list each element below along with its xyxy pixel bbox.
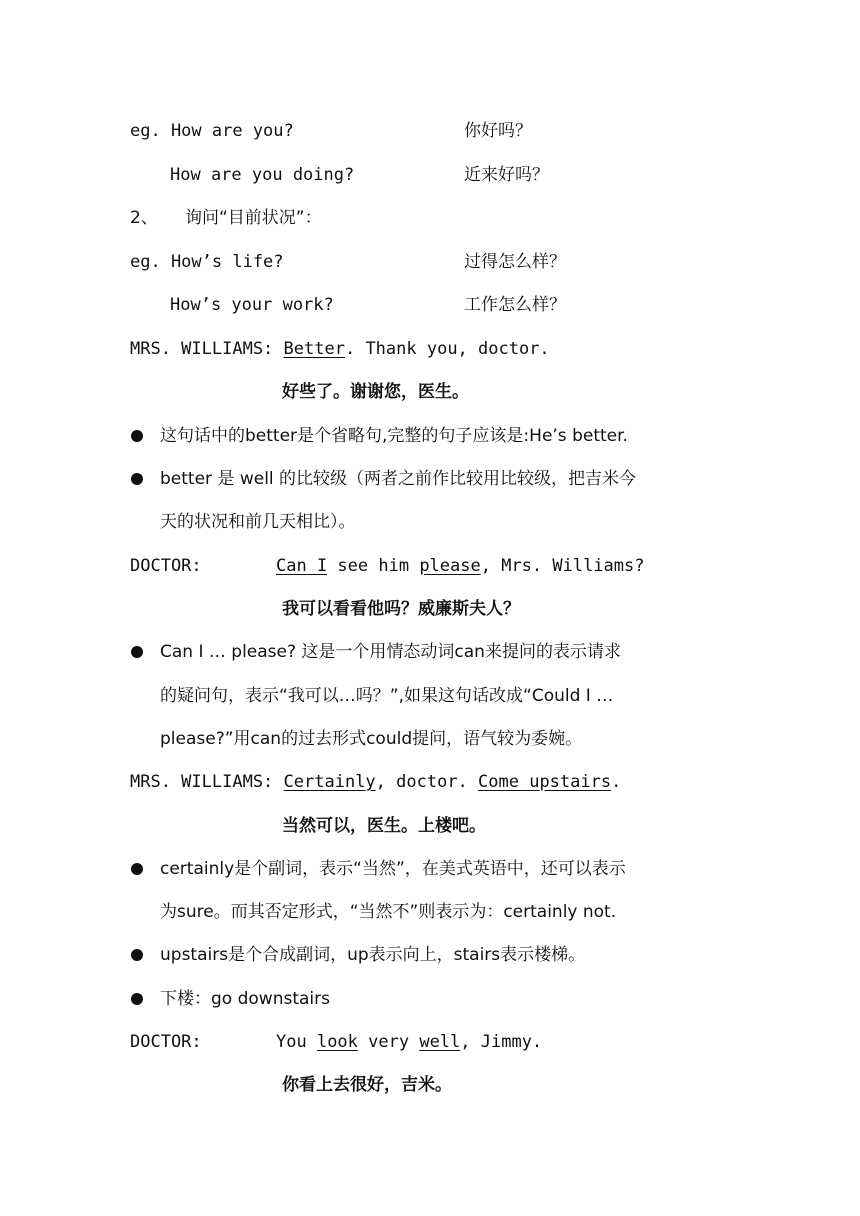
key-word: Can I: [276, 556, 328, 576]
bullet-icon: [131, 863, 143, 875]
note-text: certainly是个副词，表示“当然”，在美式英语中，还可以表示: [160, 859, 626, 879]
speaker-name: DOCTOR:: [130, 1032, 202, 1052]
section-title: 询问“目前状况”：: [185, 208, 322, 228]
note-text: 为sure。而其否定形式，“当然不”则表示为：certainly not.: [160, 902, 617, 922]
key-word: Better: [283, 339, 345, 359]
dialogue-text: , Mrs. Williams?: [480, 556, 645, 576]
dialogue-line: [130, 771, 621, 793]
bullet-icon: [131, 993, 143, 1005]
section-number: 2、: [130, 208, 158, 228]
note-text: 这句话中的better是个省略句,完整的句子应该是:He’s better.: [160, 426, 628, 446]
dialogue-text: . Thank you, doctor.: [344, 339, 550, 359]
bullet-icon: [131, 430, 143, 442]
dialogue-text: , Jimmy.: [460, 1032, 543, 1052]
key-word: well: [419, 1032, 461, 1052]
dialogue-text: see him: [327, 556, 420, 576]
key-word: Come upstairs: [478, 772, 612, 792]
translation: 当然可以，医生。上楼吧。: [282, 816, 486, 836]
note-text: better 是 well 的比较级（两者之前作比较用比较级，把吉米今: [160, 469, 637, 489]
note-text: 的疑问句，表示“我可以…吗？”,如果这句话改成“Could I …: [160, 686, 614, 706]
example-zh: 你好吗？: [464, 121, 532, 141]
dialogue-text: , doctor.: [375, 772, 479, 792]
speaker-name: MRS. WILLIAMS:: [130, 772, 274, 792]
dialogue-text: You: [276, 1032, 317, 1052]
dialogue-text: .: [611, 772, 622, 792]
note-text: 下楼：go downstairs: [160, 989, 330, 1009]
speaker-name: DOCTOR:: [130, 556, 202, 576]
note-text: please?”用can的过去形式could提问，语气较为委婉。: [160, 729, 583, 749]
key-word: Certainly: [283, 772, 376, 792]
translation: 好些了。谢谢您，医生。: [282, 382, 469, 402]
translation: 你看上去很好，吉米。: [282, 1075, 452, 1095]
bullet-icon: [131, 646, 143, 658]
speaker-name: MRS. WILLIAMS:: [130, 339, 274, 359]
dialogue-line: [130, 555, 645, 577]
note-text: Can I … please? 这是一个用情态动词can来提问的表示请求: [160, 642, 621, 662]
key-word: please: [419, 556, 481, 576]
example-zh: 过得怎么样？: [464, 252, 566, 272]
example-en: eg. How are you?: [130, 121, 294, 141]
translation: 我可以看看他吗？威廉斯夫人？: [282, 599, 520, 619]
example-en: eg. How’s life?: [130, 252, 284, 272]
bullet-icon: [131, 949, 143, 961]
example-en: How’s your work?: [170, 295, 334, 315]
key-word: look: [316, 1032, 358, 1052]
note-text: upstairs是个合成副词，up表示向上，stairs表示楼梯。: [160, 945, 586, 965]
note-text: 天的状况和前几天相比）。: [160, 512, 356, 532]
dialogue-text: very: [357, 1032, 420, 1052]
example-zh: 近来好吗？: [464, 165, 549, 185]
example-en: How are you doing?: [170, 165, 355, 185]
bullet-icon: [131, 473, 143, 485]
dialogue-line: [130, 1031, 542, 1053]
example-zh: 工作怎么样？: [464, 295, 566, 315]
dialogue-line: [130, 338, 550, 360]
